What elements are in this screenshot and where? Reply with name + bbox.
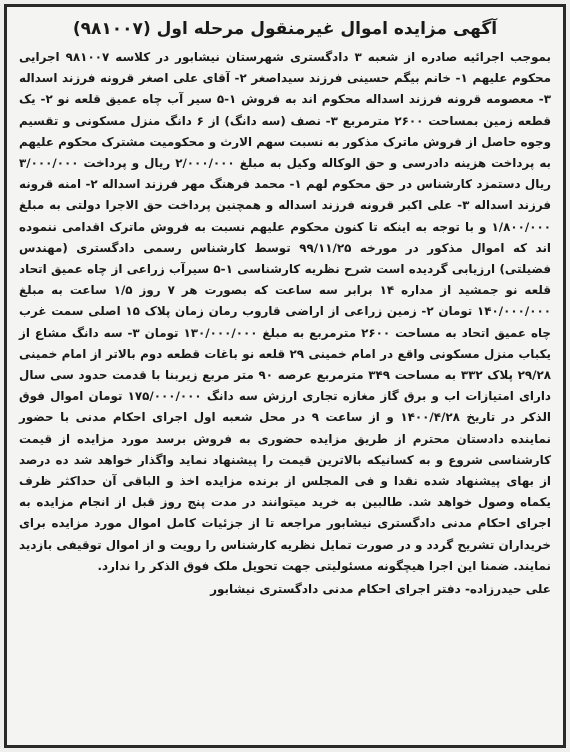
- notice-body: بموجب اجرائیه صادره از شعبه ۳ دادگستری شهرستان نیشابور در کلاسه ۹۸۱۰۰۷ اجرایی محکوم علیهم ۱- خانم بیگم حسینی فرزند سیداصغر ۲- آقای علی اصغر قرونه فرزند اسداله ۳- معصومه قرونه فرزند اسداله محکوم اند به فروش ۱-۵ سیر آب چاه عمیق قلعه نو ۲- یک قطعه زمین بمساحت ۲۶۰۰ مترمربع ۳- نصف (سه دانگ) از ۶ دانگ منزل مسکونی و تقسیم وجوه حاصل از فروش ماترک مذکور به نسبت سهم الارث و محکومیت مشترک محکوم علیهم به پرداخت هزینه دادرسی و حق الوکاله وکیل به مبلغ ۲/۰۰۰/۰۰۰ ریال و پرداخت ۳/۰۰۰/۰۰۰ ریال دستمزد کارشناس در حق محکوم لهم ۱- محمد فرهنگ مهر فرزند اسداله ۲- امنه قرونه فرزند اسداله ۳- علی اکبر قرونه فرزند اسداله و همچنین پرداخت حق الاجرا دولتی به مبلغ ۱/۸۰۰/۰۰۰ و با توجه به اینکه تا کنون محکوم علیهم نسبت به فروش ماترک اقدامی ننموده اند که اموال مذکور در مورخه ۹۹/۱۱/۲۵ توسط کارشناس رسمی دادگستری (مهندس فضیلتی) ارزیابی گردیده است شرح نظریه کارشناسی ۱-۵ سیرآب زراعی از چاه عمیق اتحاد قلعه نو جمشید از مداره ۱۴ برابر سه ساعت که بصورت هر ۷ روز ۱/۵ ساعت به مبلغ ۱۴۰/۰۰۰/۰۰۰ تومان ۲- زمین زراعی از اراضی قاروب رمان زمان پلاک ۱۵ اصلی سمت غرب چاه عمیق اتحاد به مساحت ۲۶۰۰ مترمربع به مبلغ ۱۳۰/۰۰۰/۰۰۰ تومان ۳- سه دانگ مشاع از یکباب منزل مسکونی واقع در امام خمینی ۲۹ قلعه نو باغات قطعه دوم بالاتر از امام خمینی ۲۹/۲۸ پلاک ۳۳۲ به مساحت ۳۴۹ مترمربع عرصه ۹۰ متر مربع زیربنا با قدمت حدود سی سال دارای امتیازات اب و برق گاز مغازه تجاری ارزش سه دانگ ۱۷۵/۰۰۰/۰۰۰ تومان اموال فوق الذکر در تاریخ ۱۴۰۰/۴/۲۸ و از ساعت ۹ در محل شعبه اول اجرای احکام مدنی با حضور نماینده دادستان محترم از طریق مزایده حضوری به فروش برسد مورد مزایده از قیمت کارشناسی شروع و به کسانیکه بالاترین قیمت را پیشنهاد نماید واگذار خواهد شد ده درصد از بهای پیشنهاد شده نقدا و فی المجلس از برنده مزایده اخذ و الباقی آن حداکثر ظرف یکماه وصول خواهد شد. طالبین به خرید میتوانند در مدت پنج روز قبل از انجام مزایده به اجرای احکام مدنی دادگستری نیشابور مراجعه تا از جزئیات کامل اموال مورد مزایده برای خریداران تشریح گردد و در صورت تمایل نظریه کارشناس را رویت و از اموال توقیفی بازدید نمایند. ضمنا این اجرا هیچگونه مسئولیتی جهت تحویل ملک فوق الذکر را ندارد.: [19, 50, 552, 573]
- legal-notice: [4, 4, 566, 748]
- notice-signature: علی حیدرزاده- دفتر اجرای احکام مدنی دادگستری نیشابور: [210, 582, 551, 597]
- notice-title: آگهی مزایده اموال غیرمنقول مرحله اول (۹۸۱۰۰۷): [72, 19, 498, 39]
